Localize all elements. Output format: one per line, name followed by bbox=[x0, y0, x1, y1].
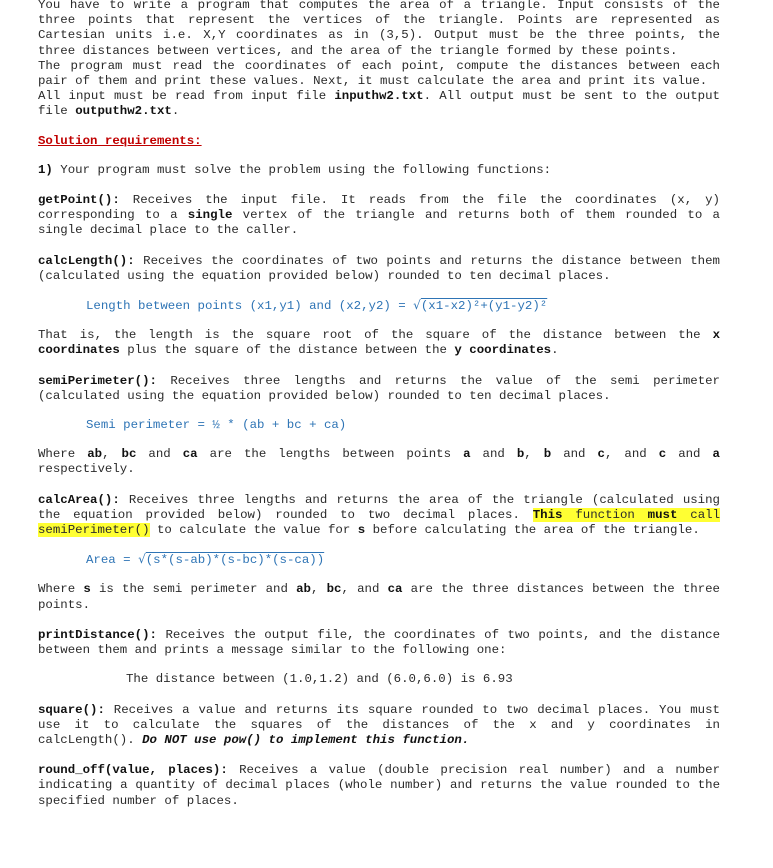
getpoint-description: getPoint(): Receives the input file. It reads from the file the coordinates (x, y) corresponding to a single vertex of the triangle and returns both of them rounded to a single decimal place to the caller. bbox=[38, 193, 720, 238]
function-name-calclength: calcLength(): bbox=[38, 253, 135, 268]
length-equation: Length between points (x1,y1) and (x2,y2) = √(x1-x2)²+(y1-y2)² bbox=[86, 298, 548, 314]
input-filename: inputhw2.txt bbox=[334, 89, 424, 104]
printdistance-description: printDistance(): Receives the output file, the coordinates of two points, and the distance between them and prints a message similar to the following one: bbox=[38, 627, 720, 658]
assignment-document bbox=[38, 0, 720, 809]
output-filename: outputhw2.txt bbox=[75, 104, 172, 119]
semiperimeter-equation: Semi perimeter = ½ * (ab + bc + ca) bbox=[86, 418, 347, 433]
calclength-description: calcLength(): Receives the coordinates of two points and returns the distance between them (calculated using the equation provided below) rounded to ten decimal places. bbox=[38, 253, 720, 283]
that-is-paragraph: That is, the length is the square root of the square of the distance between the x coordinates plus the square of the distance between the y coordinates. bbox=[38, 328, 720, 358]
roundoff-description: round_off(value, places): Receives a value (double precision real number) and a number indicating a quantity of decimal places (whole number) and returns the value rounded to the specified number of places. bbox=[38, 763, 721, 808]
intro-paragraph-3: All input must be read from input file inputhw2.txt. All output must be sent to the output file outputhw2.txt. bbox=[38, 89, 720, 119]
where-lengths-paragraph: Where ab, bc and ca are the lengths between points a and b, b and c, and c and a respectively. bbox=[38, 447, 720, 477]
calcarea-description: calcArea(): Receives three lengths and returns the area of the triangle (calculated using the equation provided below) rounded to two decimal places. This function must call semiPerimeter() to calculate the value for s before calculating the area of the triangle. bbox=[38, 492, 721, 538]
function-name-calcarea: calcArea(): bbox=[38, 492, 120, 507]
function-name-getpoint: getPoint(): bbox=[38, 193, 120, 208]
function-name-roundoff: round_off(value, places): bbox=[38, 763, 228, 778]
requirement-1: 1) Your program must solve the problem using the following functions: bbox=[38, 162, 552, 177]
square-description: square(): Receives a value and returns its square rounded to two decimal places. You must use it to calculate the squares of the distances of the x and y coordinates in calcLength(). Do NOT use pow() to implement this function. bbox=[38, 702, 720, 747]
where-semi-paragraph: Where s is the semi perimeter and ab, bc, and ca are the three distances between the three points. bbox=[38, 582, 720, 612]
function-name-square: square(): bbox=[38, 702, 105, 717]
area-equation: Area = √(s*(s-ab)*(s-bc)*(s-ca)) bbox=[86, 552, 325, 568]
requirements-heading: Solution requirements: bbox=[38, 133, 202, 148]
printdistance-example: The distance between (1.0,1.2) and (6.0,6.0) is 6.93 bbox=[126, 672, 513, 687]
intro-paragraph-1: You have to write a program that computes the area of a triangle. Input consists of the three points that represent the vertices of the triangle. Points are represented as Cartesian units i.e. X,Y coordinates as in (3,5). Output must be the three points, the three distances between vertices, and the area of the triangle formed by these points. bbox=[38, 0, 720, 58]
function-name-semiperimeter: semiPerimeter(): bbox=[38, 373, 157, 388]
semiperimeter-description: semiPerimeter(): Receives three lengths and returns the value of the semi perimeter (calculated using the equation provided below) rounded to ten decimal places. bbox=[38, 373, 720, 403]
square-root-icon: √ bbox=[413, 298, 421, 313]
square-root-icon: √ bbox=[138, 552, 146, 567]
function-name-printdistance: printDistance(): bbox=[38, 627, 157, 642]
intro-paragraph-2: The program must read the coordinates of each point, compute the distances between each pair of them and print these values. Next, it must calculate the area and print its value. bbox=[38, 58, 720, 89]
highlighted-requirement: This function must call semiPerimeter() bbox=[38, 507, 721, 538]
